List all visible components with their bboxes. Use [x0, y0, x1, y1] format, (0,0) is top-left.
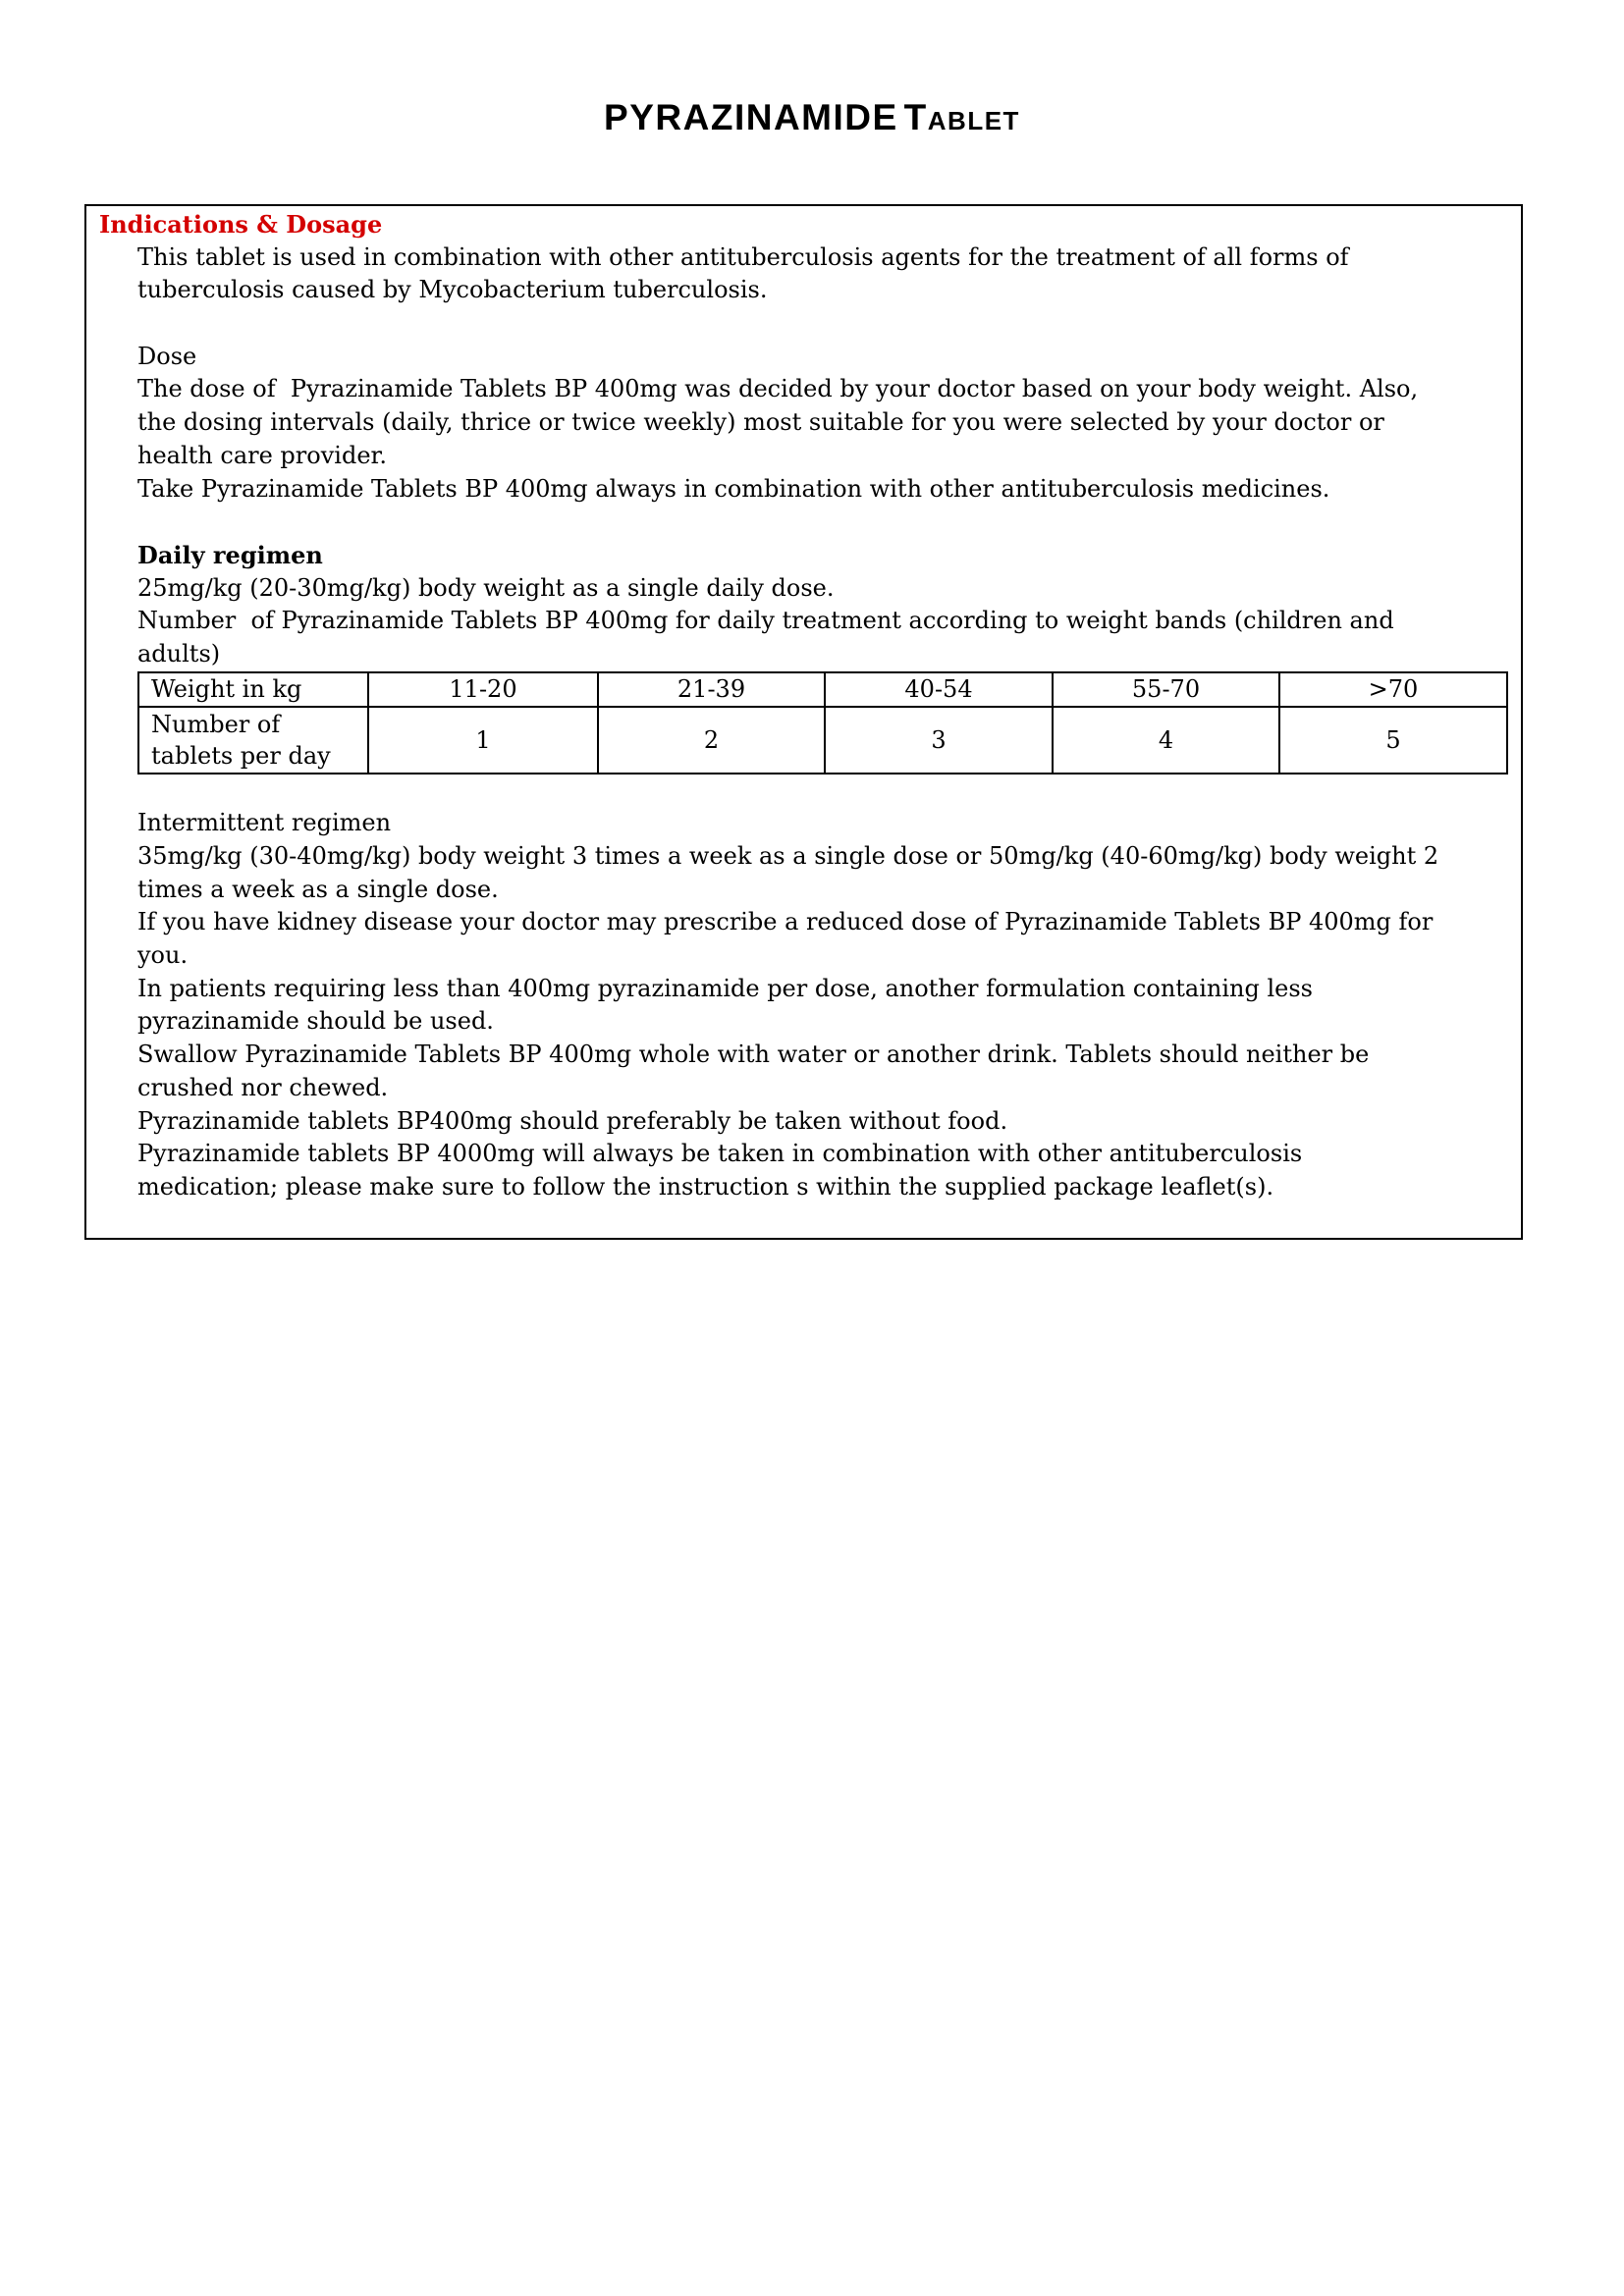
dose-line: The dose of Pyrazinamide Tablets BP 400mg was decided by your doctor based on your body weight. Also, — [137, 375, 1419, 403]
intermittent-line: If you have kidney disease your doctor may prescribe a reduced dose of Pyrazinamide Tablets BP 400mg for — [137, 908, 1434, 936]
table-cell: 5 — [1279, 707, 1507, 774]
daily-regimen-line: 25mg/kg (20-30mg/kg) body weight as a single daily dose. — [137, 573, 835, 602]
intermittent-line: Pyrazinamide tablets BP 4000mg will always be taken in combination with other antituberculosis — [137, 1140, 1303, 1168]
page-title — [0, 93, 1624, 142]
intermittent-line: medication; please make sure to follow the instruction s within the supplied package leaflet(s). — [137, 1172, 1274, 1201]
blank-line — [86, 774, 1521, 808]
table-cell: 1 — [368, 707, 598, 774]
intermittent-line: In patients requiring less than 400mg pyrazinamide per dose, another formulation containing less — [137, 974, 1313, 1002]
intermittent-line: Swallow Pyrazinamide Tablets BP 400mg whole with water or another drink. Tablets should neither be — [137, 1041, 1370, 1069]
blank-line — [86, 506, 1521, 539]
dose-line: health care provider. — [137, 441, 387, 469]
intermittent-line: times a week as a single dose. — [137, 875, 499, 903]
daily-regimen-heading: Daily regimen — [137, 540, 323, 569]
intermittent-line: you. — [137, 941, 189, 970]
table-header-row — [138, 672, 1507, 707]
section-heading: Indications & Dosage — [99, 210, 383, 239]
intermittent-regimen-heading: Intermittent regimen — [137, 809, 392, 837]
dose-line: the dosing intervals (daily, thrice or twice weekly) most suitable for you were selected by your doctor or — [137, 408, 1384, 437]
intermittent-line: crushed nor chewed. — [137, 1073, 389, 1101]
table-row — [138, 707, 1507, 774]
indications-dosage-box — [84, 204, 1523, 1240]
row-label-line: Number of — [151, 710, 281, 738]
table-header-cell: Weight in kg — [138, 672, 368, 707]
daily-regimen-line: adults) — [137, 639, 221, 667]
title-dosage-form: Tablet — [903, 97, 1020, 137]
intro-line: tuberculosis caused by Mycobacterium tuberculosis. — [137, 276, 768, 304]
table-row-label — [138, 707, 368, 774]
table-cell: 3 — [825, 707, 1053, 774]
intermittent-line: Pyrazinamide tablets BP400mg should preferably be taken without food. — [137, 1106, 1008, 1135]
dose-heading: Dose — [137, 342, 197, 370]
intermittent-line: pyrazinamide should be used. — [137, 1007, 494, 1036]
table-header-cell: 40-54 — [825, 672, 1053, 707]
blank-line — [86, 307, 1521, 341]
dose-line: Take Pyrazinamide Tablets BP 400mg always in combination with other antituberculosis medicines. — [137, 474, 1330, 503]
row-label-line: tablets per day — [151, 741, 331, 770]
daily-regimen-line: Number of Pyrazinamide Tablets BP 400mg for daily treatment according to weight bands (children and — [137, 607, 1394, 635]
intermittent-line: 35mg/kg (30-40mg/kg) body weight 3 times a week as a single dose or 50mg/kg (40-60mg/kg) body weight 2 — [137, 842, 1439, 870]
table-header-cell: 11-20 — [368, 672, 598, 707]
table-header-cell: 21-39 — [598, 672, 825, 707]
intro-line: This tablet is used in combination with other antituberculosis agents for the treatment of all forms of — [137, 242, 1349, 271]
table-header-cell: 55-70 — [1053, 672, 1279, 707]
table-cell: 2 — [598, 707, 825, 774]
weight-band-table — [137, 671, 1508, 774]
table-cell: 4 — [1053, 707, 1279, 774]
title-drug-name: PYRAZINAMIDE — [604, 97, 898, 137]
table-header-cell: >70 — [1279, 672, 1507, 707]
